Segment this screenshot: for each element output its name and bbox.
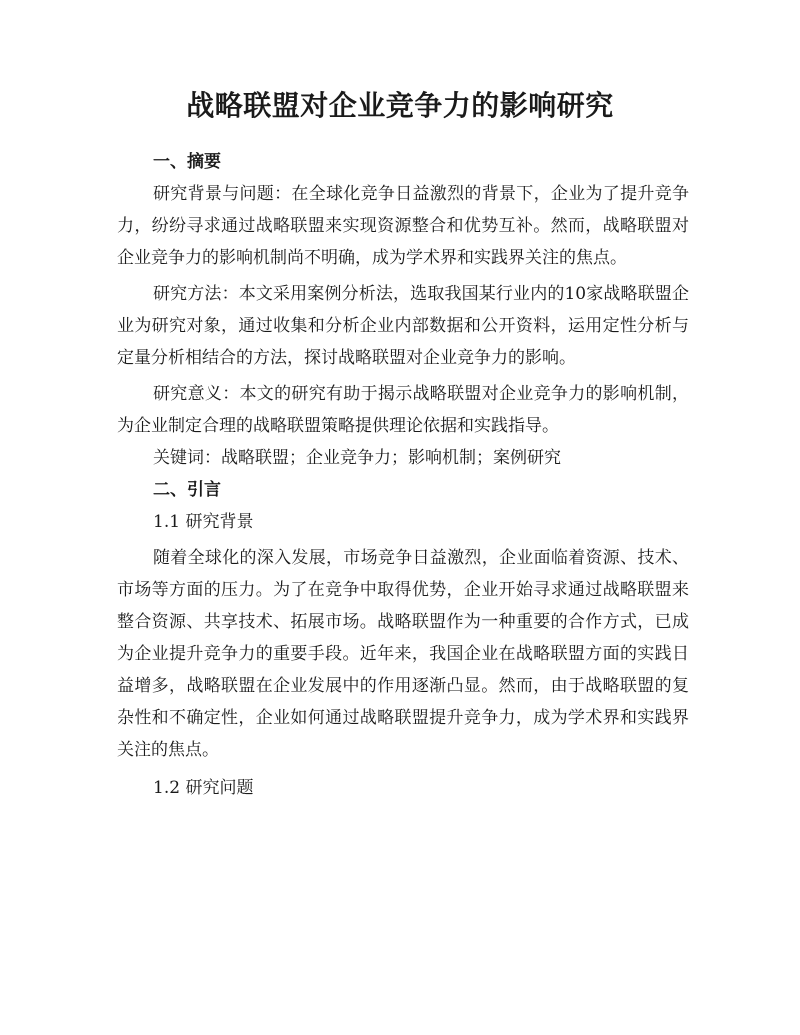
document-body — [117, 146, 689, 804]
keywords-line: 关键词：战略联盟；企业竞争力；影响机制；案例研究 — [153, 448, 561, 468]
abstract-background-paragraph: 研究背景与问题：在全球化竞争日益激烈的背景下，企业为了提升竞争力，纷纷寻求通过战略联盟来实现资源整合和优势互补。然而，战略联盟对企业竞争力的影响机制尚不明确，成为学术界和实践界关注的焦点。 — [117, 184, 689, 268]
subsection-heading-question: 1.2 研究问题 — [153, 778, 254, 798]
abstract-method-paragraph: 研究方法：本文采用案例分析法，选取我国某行业内的10家战略联盟企业为研究对象，通过收集和分析企业内部数据和公开资料，运用定性分析与定量分析相结合的方法，探讨战略联盟对企业竞争力的影响。 — [117, 284, 689, 368]
document-title: 战略联盟对企业竞争力的影响研究 — [186, 89, 614, 122]
subsection-heading-background: 1.1 研究背景 — [153, 512, 254, 532]
section-heading-intro: 二、引言 — [153, 480, 221, 500]
intro-background-paragraph: 随着全球化的深入发展，市场竞争日益激烈，企业面临着资源、技术、市场等方面的压力。为了在竞争中取得优势，企业开始寻求通过战略联盟来整合资源、共享技术、拓展市场。战略联盟作为一种重要的合作方式，已成为企业提升竞争力的重要手段。近年来，我国企业在战略联盟方面的实践日益增多，战略联盟在企业发展中的作用逐渐凸显。然而，由于战略联盟的复杂性和不确定性，企业如何通过战略联盟提升竞争力，成为学术界和实践界关注的焦点。 — [117, 548, 689, 760]
abstract-significance-paragraph: 研究意义：本文的研究有助于揭示战略联盟对企业竞争力的影响机制，为企业制定合理的战略联盟策略提供理论依据和实践指导。 — [117, 384, 689, 436]
section-heading-abstract: 一、摘要 — [153, 152, 221, 172]
